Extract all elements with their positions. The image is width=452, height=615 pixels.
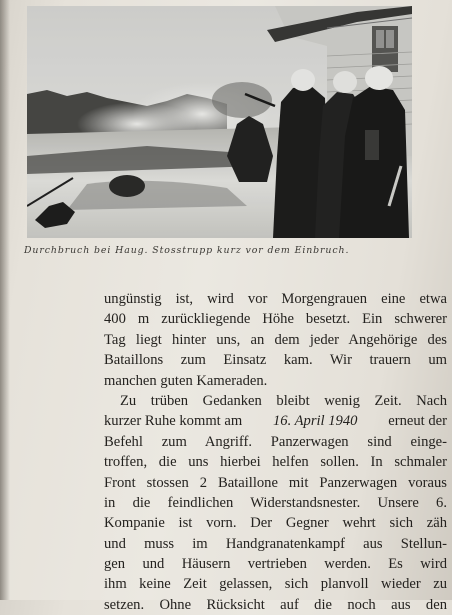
text-line: Front stossen 2 Bataillone mit Panzerwagen voraus	[104, 474, 447, 491]
text-line: in die feindlichen Widerstandsnester. Unsere 6.	[104, 494, 447, 511]
text-line: 400 m zurückliegende Höhe besetzt. Ein schwerer	[104, 311, 447, 328]
text-fragment: erneut der	[388, 413, 447, 430]
page-gutter-shadow	[0, 0, 10, 600]
text-line: ungünstig ist, wird vor Morgengrauen eine etwa	[104, 291, 447, 307]
photo-caption: Durchbruch bei Haug. Stosstrupp kurz vor dem Einbruch.	[24, 245, 350, 256]
text-line: troffen, die uns hierbei helfen sollen. In schmaler	[104, 454, 447, 471]
text-line: Bataillons zum Einsatz kam. Wir trauern um	[104, 352, 447, 369]
photo-illustration	[27, 6, 412, 238]
battle-scene-photo	[27, 6, 412, 238]
text-line: manchen guten Kameraden.	[104, 372, 268, 389]
text-line: Tag liegt hinter uns, an dem jeder Angehörige des	[104, 331, 447, 348]
text-line: setzen. Ohne Rücksicht auf die noch aus den	[104, 596, 447, 613]
text-line: Befehl zum Angriff. Panzerwagen sind einge-	[104, 433, 447, 450]
text-line	[104, 411, 447, 431]
text-line: gen und Häusern vertrieben werden. Es wird	[104, 556, 447, 573]
text-line: Kompanie ist vorn. Der Gegner wehrt sich zäh	[104, 515, 447, 532]
text-line: und muss im Handgranatenkampf aus Stellun-	[104, 535, 447, 552]
body-text	[104, 289, 447, 615]
text-line: Zu trüben Gedanken bleibt wenig Zeit. Nach	[120, 392, 447, 409]
date-emphasis: 16. April 1940	[272, 413, 358, 430]
text-line: ihm keine Zeit gelassen, sich planvoll wieder zu	[104, 576, 447, 593]
text-fragment: kurzer Ruhe kommt am	[104, 413, 243, 430]
